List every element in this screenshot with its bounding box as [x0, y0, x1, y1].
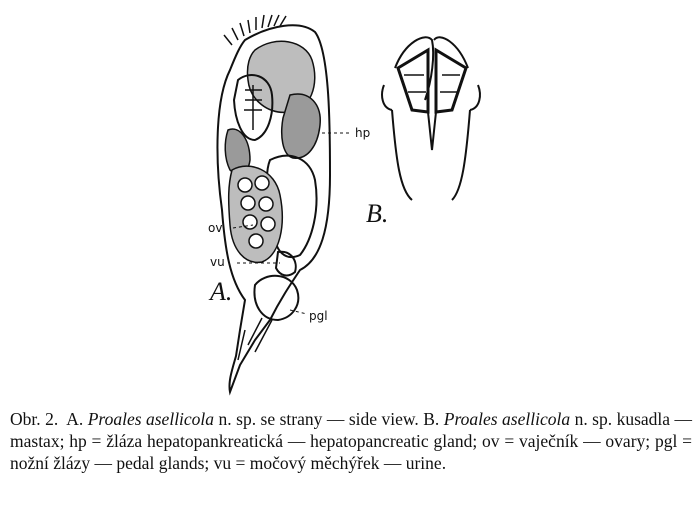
pedal-glands	[254, 276, 298, 320]
caption-b-marker: B.	[423, 409, 440, 429]
hepatopancreatic-gland	[282, 94, 320, 158]
label-pgl: pgl	[309, 309, 328, 323]
caption-fig-number: Obr. 2.	[10, 409, 59, 429]
label-ov: ov	[208, 221, 223, 235]
figure-caption	[10, 408, 692, 474]
panel-label-b: B.	[366, 199, 389, 228]
caption-species-b: Proales asellicola	[443, 409, 571, 429]
panel-label-a: A.	[210, 277, 233, 306]
label-vu: vu	[210, 255, 225, 269]
label-hp: hp	[355, 126, 371, 140]
caption-species-a: Proales asellicola	[87, 409, 215, 429]
caption-a-text: n. sp. se strany — side view.	[218, 409, 419, 429]
mastax-detail	[382, 37, 480, 200]
caption-b-text: n. sp. kusadla — mastax; hp = žláza hepatopankreatická — hepatopancreatic gland; ov = vaječník — ovary; pgl = nožní žlázy — pedal glands; vu = močový měchýřek — urine.	[10, 409, 693, 473]
cilia	[224, 15, 286, 45]
caption-a-marker: A.	[66, 409, 84, 429]
